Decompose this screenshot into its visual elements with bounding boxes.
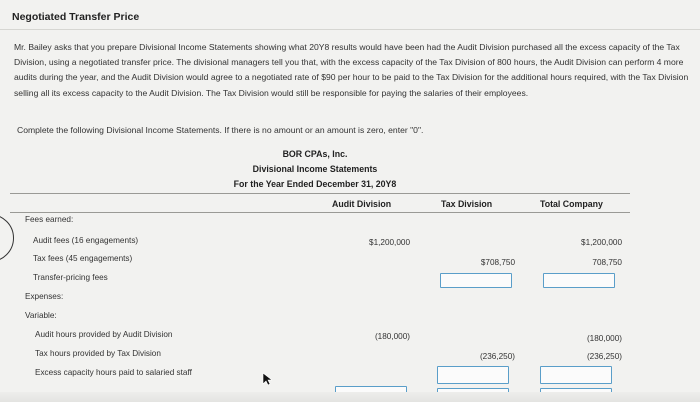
row-variable: Variable: xyxy=(25,311,57,320)
tax-hours-tax-value: (236,250) xyxy=(479,352,515,361)
instructions: Complete the following Divisional Income Statements. If there is no amount or an amount is zero, enter "0". xyxy=(17,125,424,135)
audit-fees-total-value: $1,200,000 xyxy=(581,238,622,247)
excess-hours-tax-input[interactable] xyxy=(437,366,509,384)
audit-hours-total-value: (180,000) xyxy=(586,334,622,343)
statement-name: Divisional Income Statements xyxy=(252,164,378,174)
col-header-audit: Audit Division xyxy=(332,199,392,209)
row-audit-hours: Audit hours provided by Audit Division xyxy=(35,330,173,339)
row-transfer-fees: Transfer-pricing fees xyxy=(33,273,108,282)
row-expenses: Expenses: xyxy=(25,292,64,301)
col-header-tax: Tax Division xyxy=(441,199,493,209)
column-rule xyxy=(10,212,630,213)
title-divider xyxy=(0,29,700,30)
header-rule xyxy=(10,193,630,194)
col-header-total: Total Company xyxy=(540,199,603,209)
row-fees-earned: Fees earned: xyxy=(25,215,74,224)
transfer-fees-total-input[interactable] xyxy=(543,273,615,288)
row-excess-hours: Excess capacity hours paid to salaried staff xyxy=(35,368,192,377)
row-audit-fees: Audit fees (16 engagements) xyxy=(33,236,139,245)
statement-period: For the Year Ended December 31, 20Y8 xyxy=(233,179,397,189)
tax-fees-total-value: 708,750 xyxy=(592,258,622,267)
audit-fees-audit-value: $1,200,000 xyxy=(369,238,410,247)
tax-hours-total-value: (236,250) xyxy=(586,352,622,361)
row-tax-hours: Tax hours provided by Tax Division xyxy=(35,349,161,358)
bottom-edge xyxy=(0,392,700,402)
statement-company: BOR CPAs, Inc. xyxy=(282,149,348,159)
tax-fees-tax-value: $708,750 xyxy=(480,258,515,267)
page-title: Negotiated Transfer Price xyxy=(12,11,140,23)
transfer-fees-tax-input[interactable] xyxy=(440,273,512,288)
problem-description: Mr. Bailey asks that you prepare Divisional Income Statements showing what 20Y8 results would have been had the Audit Division purchased all the excess capacity of the Tax Division, using a negotiated transfer price. The divisional managers tell you that, with the excess capacity of the Tax Division of 800 hours, the Audit Division can perform 4 more audits during the year, and the Audit Division would agree to a negotiated rate of $90 per hour to be paid to the Tax Division for the additional hours required, with the Tax Division selling all its excess capacity to the Audit Division. The Tax Division would still be responsible for paying the salaries of their employees. xyxy=(14,42,689,98)
row-tax-fees: Tax fees (45 engagements) xyxy=(33,254,133,263)
mouse-cursor-icon xyxy=(262,372,272,386)
excess-hours-total-input[interactable] xyxy=(540,366,612,384)
audit-hours-audit-value: (180,000) xyxy=(374,332,410,341)
row-marker-circle xyxy=(0,214,14,262)
